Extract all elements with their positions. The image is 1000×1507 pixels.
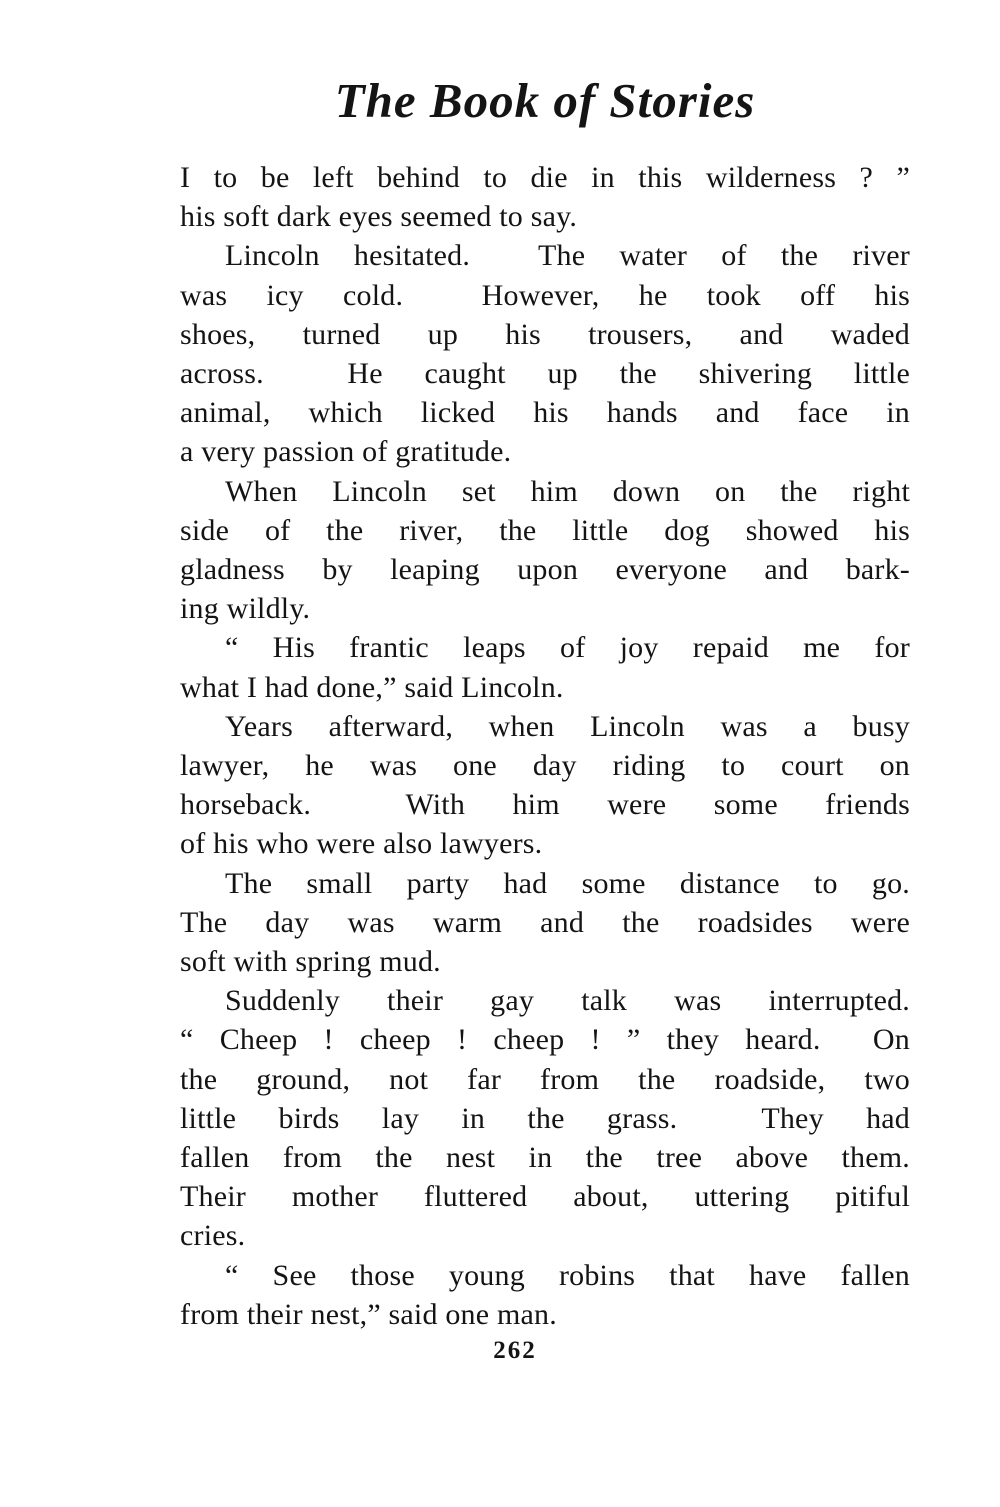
text-line: I to be left behind to die in this wilderness ? ” [180,161,910,194]
text-line: soft with spring mud. [180,945,441,979]
text-line: “ Cheep ! cheep ! cheep ! ” they heard. On [180,1023,910,1057]
text-line: his soft dark eyes seemed to say. [180,200,578,234]
text-line: what I had done,” said Lincoln. [180,670,564,704]
paragraph [180,236,910,471]
paragraph [180,864,910,982]
text-line: The day was warm and the roadsides were [180,905,910,939]
page-number: 262 [493,1337,537,1364]
text-line: across. He caught up the shivering little [180,357,910,391]
paragraph [180,981,910,1255]
paragraph [180,1256,910,1334]
text-line: from their nest,” said one man. [180,1297,557,1331]
text-line: side of the river, the little dog showed his [180,513,910,547]
text-line: cries. [180,1219,246,1253]
text-line: the ground, not far from the roadside, two [180,1062,910,1096]
paragraph [180,628,910,706]
text-line: of his who were also lawyers. [180,827,543,861]
paragraph [180,472,910,629]
text-line: The small party had some distance to go. [225,866,910,900]
text-line: Years afterward, when Lincoln was a busy [225,709,910,743]
text-line: horseback. With him were some friends [180,788,910,822]
body-text [180,158,910,1334]
paragraph [180,158,910,236]
page-title: The Book of Stories [334,73,756,128]
text-line: was icy cold. However, he took off his [180,278,910,312]
text-line: animal, which licked his hands and face in [180,396,910,430]
text-line: “ His frantic leaps of joy repaid me for [225,631,910,665]
text-line: Suddenly their gay talk was interrupted. [225,984,910,1018]
text-line: lawyer, he was one day riding to court on [180,749,910,783]
text-line: Their mother fluttered about, uttering pitiful [180,1180,910,1214]
text-line: shoes, turned up his trousers, and waded [180,317,910,351]
text-line: ing wildly. [180,592,311,626]
text-line: a very passion of gratitude. [180,435,512,469]
text-line: little birds lay in the grass. They had [180,1101,910,1135]
paragraph [180,707,910,864]
text-line: When Lincoln set him down on the right [225,474,910,508]
text-line: fallen from the nest in the tree above them. [180,1141,910,1175]
text-line: Lincoln hesitated. The water of the river [225,239,910,273]
text-line: gladness by leaping upon everyone and bark- [180,553,910,587]
text-line: “ See those young robins that have fallen [225,1258,910,1292]
